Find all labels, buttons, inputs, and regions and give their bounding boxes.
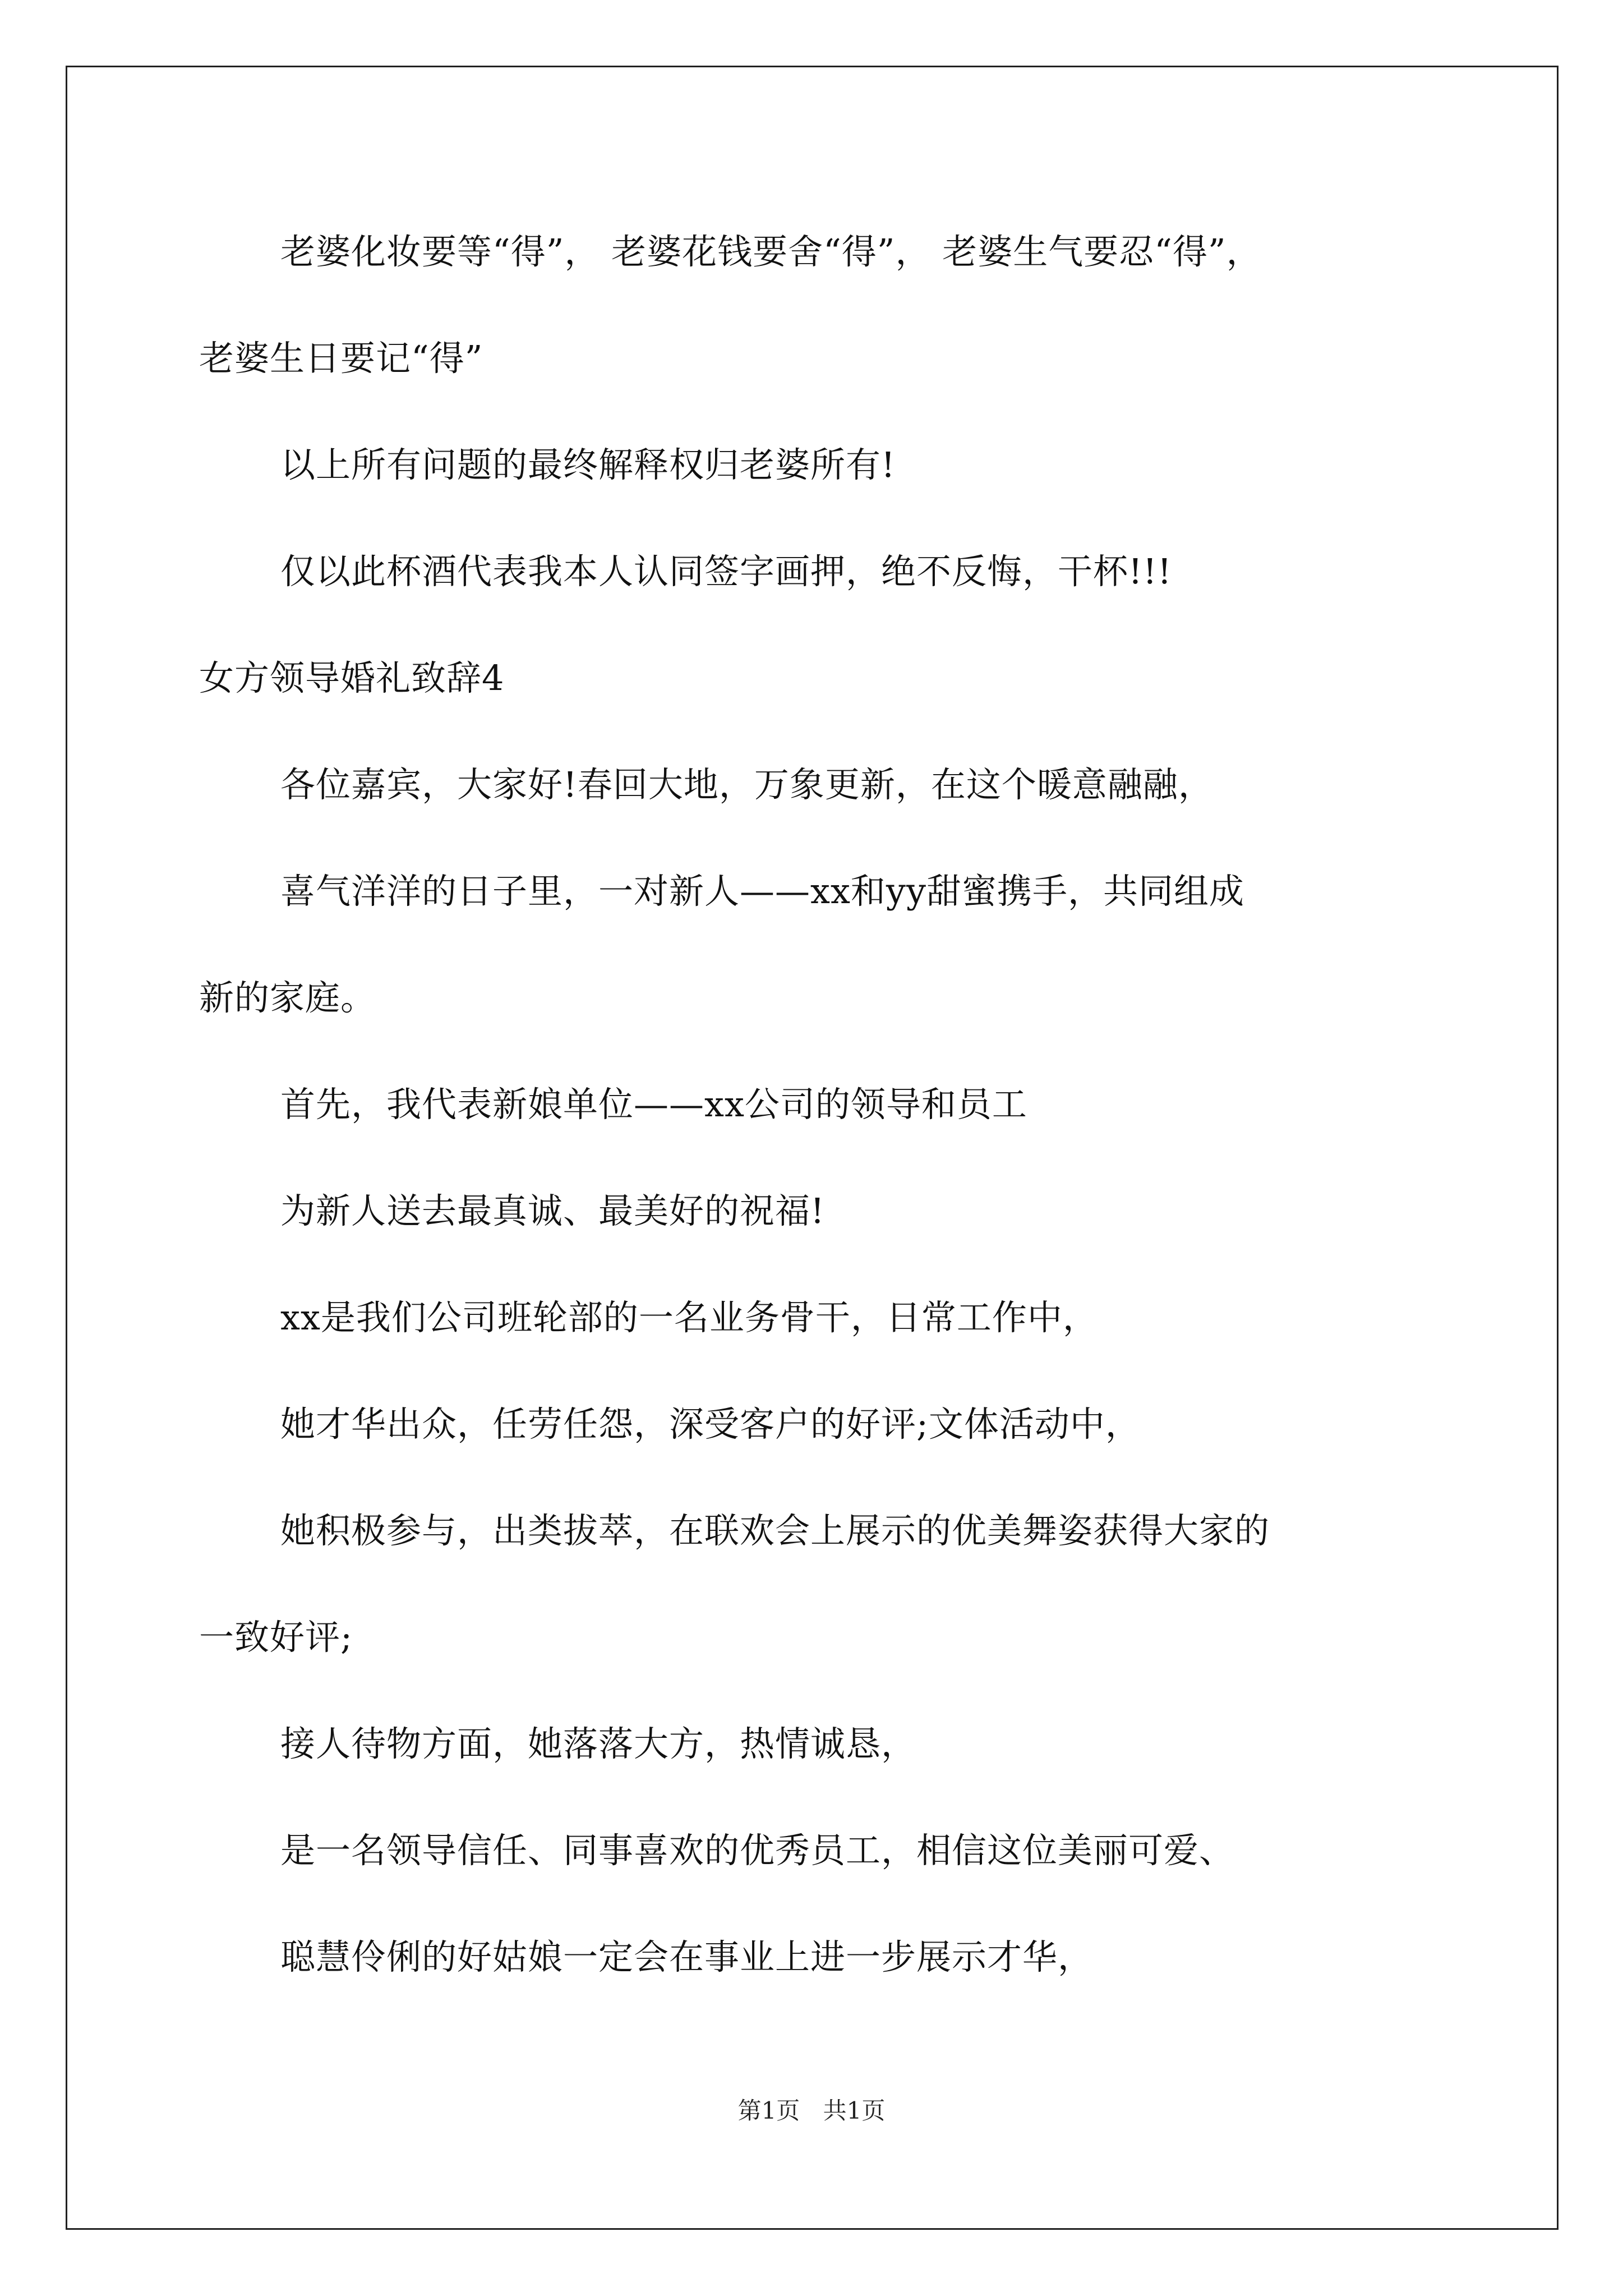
section-heading: 女方领导婚礼致辞4 <box>199 657 505 698</box>
text-line: 接人待物方面，她落落大方，热情诚恳， <box>280 1723 917 1764</box>
text-line: 喜气洋洋的日子里，一对新人——xx和yy甜蜜携手，共同组成 <box>280 871 1244 912</box>
text-line: 首先，我代表新娘单位——xx公司的领导和员工 <box>280 1084 1027 1125</box>
text-line: 以上所有问题的最终解释权归老婆所有! <box>280 444 896 485</box>
text-line: 她才华出众，任劳任怨，深受客户的好评;文体活动中， <box>280 1404 1141 1444</box>
text-line: 为新人送去最真诚、最美好的祝福! <box>280 1190 825 1231</box>
page-total: 共1页 <box>823 2097 886 2124</box>
text-line: 各位嘉宾，大家好!春回大地，万象更新，在这个暖意融融， <box>280 764 1214 805</box>
text-line: 是一名领导信任、同事喜欢的优秀员工，相信这位美丽可爱、 <box>280 1830 1235 1871</box>
text-line: 新的家庭。 <box>199 977 376 1018</box>
text-line: 一致好评; <box>199 1617 353 1658</box>
text-line: 老婆化妆要等“得”， 老婆花钱要舍“得”， 老婆生气要忍“得”， <box>280 231 1262 272</box>
page-footer <box>0 2092 1623 2126</box>
text-line: xx是我们公司班轮部的一名业务骨干，日常工作中， <box>280 1297 1098 1338</box>
text-line: 仅以此杯酒代表我本人认同签字画押，绝不反悔，干杯!!! <box>280 551 1172 592</box>
page-number: 第1页 <box>737 2097 800 2124</box>
text-line: 聪慧伶俐的好姑娘一定会在事业上进一步展示才华， <box>280 1936 1094 1977</box>
text-line: 老婆生日要记“得” <box>199 338 483 379</box>
text-line: 她积极参与，出类拔萃，在联欢会上展示的优美舞姿获得大家的 <box>280 1510 1270 1551</box>
page-border <box>66 66 1559 2230</box>
